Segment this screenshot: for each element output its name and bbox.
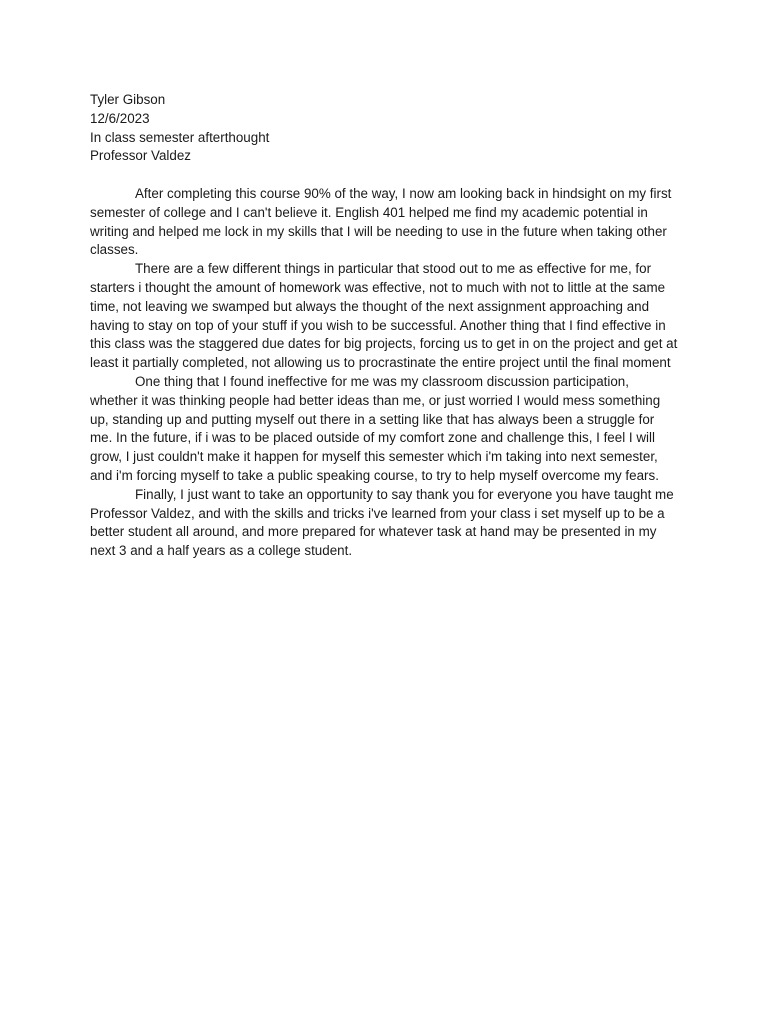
professor-name: Professor Valdez	[90, 148, 191, 164]
document-date: 12/6/2023	[90, 110, 150, 126]
paragraph: After completing this course 90% of the way, I now am looking back in hindsight on my first semester of college and I can't believe it. English 401 helped me find my academic potential in writing and helped me lock in my skills that I will be needing to use in the future when taking other classes.	[90, 185, 672, 258]
document-body	[90, 91, 680, 561]
paragraph: One thing that I found ineffective for me was my classroom discussion participation, whether it was thinking people had better ideas than me, or just worried I would mess something up, standing up and putting myself out there in a setting like that has always been a struggle for me. In the future, if i was to be placed outside of my comfort zone and challenge this, I feel I will grow, I just couldn't make it happen for myself this semester which i'm taking into next semester, and i'm forcing myself to take a public speaking course, to try to help myself overcome my fears.	[90, 373, 661, 483]
document-title: In class semester afterthought	[90, 129, 270, 145]
author-name: Tyler Gibson	[90, 92, 166, 107]
paragraph: Finally, I just want to take an opportunity to say thank you for everyone you have taught me Professor Valdez, and with the skills and tricks i've learned from your class i set myself up to be a better student all around, and more prepared for whatever task at hand may be presented in my next 3 and a half years as a college student.	[90, 486, 674, 559]
header-spacer	[90, 166, 680, 185]
paragraph: There are a few different things in particular that stood out to me as effective for me, for starters i thought the amount of homework was effective, not to much with not to little at the same time, not leaving we swamped but always the thought of the next assignment approaching and having to stay on top of your stuff if you wish to be successful. Another thing that I find effective in this class was the staggered due dates for big projects, forcing us to get in on the project and get at least it partially completed, not allowing us to procrastinate the entire project until the final moment	[90, 261, 678, 371]
